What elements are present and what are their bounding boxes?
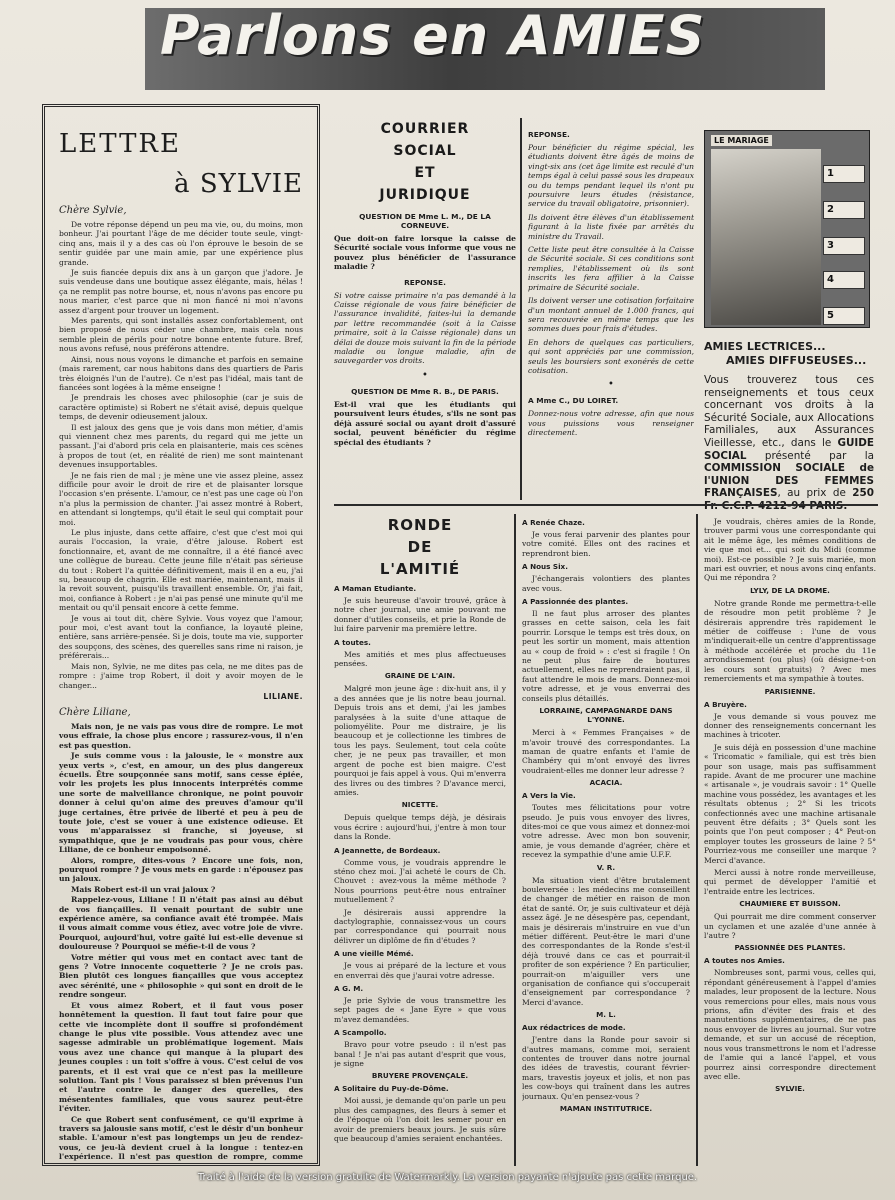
ronde-message: Je prie Sylvie de vous transmettre les sept pages de « Jane Eyre » que vous m'avez demandées. [334,996,506,1024]
courrier-title-line: ET [414,165,436,181]
commission-name: COMMISSION SOCIALE de l'UNION DES FEMMES FRANÇAISES [704,462,874,500]
reponse-paragraph: Mais non, je ne vais pas vous dire de rompre. Le mot vous effraie, la chose plus encore ; rassurez-vous, il n'en est pas question. [59,721,303,750]
reponse-2-text: Cette liste peut être consultée à la Caisse de Sécurité sociale. Si ces conditions sont remplies, l'établissement où ils sont inscrits les fera affilier à la Caisse primaire de Sécurité sociale. [528,245,694,292]
ronde-message: Toutes mes félicitations pour votre pseudo. Je puis vous envoyer des livres, dites-moi ce que vous aimez et donnez-moi votre adresse. Avec mon bon souvenir, amie, je vous demande d'agréer, chère et recevez la sympathie d'une amie U.F.F. [522,803,690,860]
ronde-message: Je suis heureuse d'avoir trouvé, grâce à notre cher journal, une amie pouvant me donner d'utiles conseils, et prie la Ronde de lui faire parvenir ma première lettre. [334,596,506,634]
ronde-signature: PARISIENNE. [764,686,816,696]
ronde-signature: CHAUMIERE ET BUISSON. [739,899,841,909]
ronde-message: Merci à « Femmes Françaises » de m'avoir trouvé des correspondantes. La maman de quatre enfants et l'amie de Chambéry qui m'ont envoyé des livres voudraient-elles me donner leur adresse ? [522,728,690,775]
question-2-text: Est-il vrai que les étudiants qui poursuivent leurs études, s'ils ne sont pas déjà assuré social ou ayant droit d'assuré social, peuvent bénéficier du régime spécial des étudiants ? [334,399,516,447]
question-1-text: Que doit-on faire lorsque la caisse de Sécurité sociale vous informe que vous ne pouvez plus bénéficier de l'assurance maladie ? [334,234,516,272]
reponse-paragraph: Et vous aimez Robert, et il faut vous poser honnêtement la question. Il faut tout faire pour que cette vie incomplète dont il souffre si profondément change le plus vite possible. Vous attendez avec une sagesse admirable un problématique logement. Mais vous avez une chance qui manque à la plupart des jeunes couples : un toit s'offre à vous. C'est celui de vos parents, et il est vrai que ce n'est pas la meilleure solution. Tant pis ! Vous paraissez si bien prévenus l'un et l'autre contre le danger des querelles, des mésententes familiales, que vous saurez peut-être l'éviter. [59,1000,303,1114]
masthead-title: Parlons en AMIES [160,4,706,67]
ronde-items-2 [522,518,690,1113]
ronde-signature: ACACIA. [589,778,623,788]
ronde-message: J'entre dans la Ronde pour savoir si d'autres mamans, comme moi, seraient contentes de trouver dans notre journal des idées de travestis, courant février-mars, travestis joyeux et jolis, et non pas les cow-boys qui traînent dans les autres journaux. Qu'en pensez-vous ? [522,1035,690,1101]
ronde-signature: LORRAINE, CAMPAGNARDE DANS L'YONNE. [539,706,673,725]
reponse-paragraph: Ce que Robert sent confusément, ce qu'il exprime à travers sa jalousie sans motif, c'est le désir d'un bonheur stable. L'amour n'est pas longtemps un jeu de rendez-vous, ce jeu-là devient cruel à la longue : tentez-en l'expérience. Il n'est pas question de rompre, comme [59,1114,303,1162]
guide-social-name: GUIDE SOCIAL [704,436,874,462]
courrier-title-line: COURRIER [380,121,470,137]
salutation-sylvie: Chère Sylvie, [59,205,127,216]
reponse-2-text: Ils doivent être élèves d'un établissement figurant à la liste fixée par arrêtés du ministre du Travail. [528,212,694,241]
ronde-message: Merci aussi à notre ronde merveilleuse, qui permet de développer l'amitié et l'entraide entre les lectrices. [704,868,876,896]
mariage-step-2: 2 [823,201,865,219]
ronde-message: Je suis déjà en possession d'une machine « Tricomatic » familiale, qui est très bien pour son usage, mais pas suffisamment rapide. Avant de me procurer une machine « artisanale », je voudrais savoir : 1° Quelle machine vous possédez, les avantages et les résultats obtenus ; 2° Si les tricots confectionnés avec une machine artisanale peuvent être défaits ; 3° Quels sont les points que l'on peut composer ; 4° Peut-on employer toutes les grosseurs de laine ? 5° Pourriez-vous me conseiller une marque ? Merci d'avance. [704,742,876,865]
lettre-paragraph: Le plus injuste, dans cette affaire, c'est que c'est moi qui aurais l'occasion, la vraie, d'être jalouse. Robert est fonctionnaire, et, avant de me connaître, il a été fiancé avec une collègue de bureau. Cette jeune fille n'était pas sérieuse du tout : Robert l'a quittée définitivement, mais il en a eu, j'ai su, beaucoup de chagrin. Elle est mariée, maintenant, mais il la revoit souvent, puisqu'ils travaillent ensemble. Or, j'ai fait, moi, confiance à Robert : je n'ai pas pensé une minute qu'il me mentait ou qu'il pensait encore à cette femme. [59,528,303,613]
ronde-signature: GRAINE DE L'AIN. [384,671,456,681]
ronde-address: A G. M. [334,984,364,993]
lettre-paragraph: Il est jaloux des gens que je vois dans mon métier, d'amis qui viennent chez mes parents, du regard qui me jette un passant. J'ai d'abord pris cela en plaisanterie, mais ces scènes à propos de tout (et, en réalité de rien) me sont maintenant devenues insupportables. [59,422,303,470]
wedding-photo [711,149,821,325]
reponse-2-text: Pour bénéficier du régime spécial, les étudiants doivent être âgés de moins de vingt-six ans (cet âge limite est reculé d'un temps égal à celui passé sous les drapeaux ou du temps pendant lequel ils n'ont pu poursuivre leurs études (résistance, service du travail obligatoire, prisonnier). [528,143,694,209]
ronde-title-line: DE [407,538,433,556]
ronde-signature: SYLVIE. [775,1084,805,1094]
ronde-address: A une vieille Mémé. [334,949,414,959]
ronde-items-3 [704,517,876,1093]
ronde-message: Je vous ai préparé de la lecture et vous en enverrai dès que j'aurai votre adresse. [334,961,506,980]
ronde-message: Je vous ferai parvenir des plantes pour votre comité. Elles ont des racines et reprendront bien. [522,530,690,558]
ronde-message: Malgré mon jeune âge : dix-huit ans, il y a des années que je lis notre beau journal. Depuis trois ans et demi, j'ai les jambes paralysées à la suite d'une attaque de poliomyélite. Pour me distraire, je lis beaucoup et je collectionne les timbres de tous les pays. Seulement, tout cela coûte cher, je ne peux pas travailler, et mon argent de poche est bien maigre. C'est pourquoi je fais appel à vous. Qui m'enverra des livres ou des timbres ? D'avance merci, amies. [334,684,506,797]
reponse-2-text: Ils doivent verser une cotisation forfaitaire d'un montant annuel de 1.000 francs, qui sera recouvrée en même temps que les sommes dues pour frais d'études. [528,296,694,334]
ronde-message: J'échangerais volontiers des plantes avec vous. [522,574,690,593]
courrier-title [334,118,516,206]
courrier-title-line: SOCIAL [393,143,457,159]
ronde-message: Moi aussi, je demande qu'on parle un peu plus des campagnes, des fleurs à semer et de l'époque où l'on doit les semer pour en avoir de premiers beaux jours. Je suis sûre que beaucoup d'amies seraient enchantées. [334,1096,506,1144]
ronde-message: Il ne faut plus arroser des plantes grasses en cette saison, cela les fait pourrir. Lorsque le temps est très doux, on peut les sortir un moment, mais attention au « coup de froid » : c'est si fragile ! On ne peut plus faire de boutures actuellement, elles ne reprendraient pas, il faut attendre le mois de mars. Donnez-moi votre adresse, et je vous enverrai des conseils plus détaillés. [522,609,690,703]
amies-heading-line2: AMIES DIFFUSEUSES... [726,354,867,367]
reponse-paragraph: Votre métier qui vous met en contact avec tant de gens ? Votre innocente coquetterie ? Je ne crois pas. Bien plutôt ces longues fiançailles que vous acceptez avec sérénité, une « philosophie » qui sont en droit de le rendre songeur. [59,952,303,1000]
mariage-illustration [704,130,870,328]
question-2-heading: QUESTION DE Mme R. B., DE PARIS. [351,386,499,396]
ronde-signature: V. R. [596,862,616,872]
salutation-liliane: Chère Liliane, [59,706,131,718]
ronde-address: A toutes. [334,637,371,647]
reponse-paragraph: Je suis comme vous : la jalousie, le « monstre aux yeux verts », c'est, en amour, un des plus dangereux écueils. Être soupçonnée sans motif, sans cesse épiée, voir les projets les plus innocents interprétés comme une sorte de malveillance chronique, ne point pouvoir donner à celui qu'on aime des preuves d'amour qu'il juge certaines, être privée de liberté et peu à peu de toute joie, c'est se vouer à une existence odieuse. Et vous m'apparaissez si franche, si joyeuse, si sympathique, que je ne voudrais pas pour vous, chère Liliane, de ce bonheur empoisonné. [59,751,303,855]
mariage-step-3: 3 [823,237,865,255]
to-mme-c-text: Donnez-nous votre adresse, afin que nous vous puissions vous renseigner directement. [528,409,694,438]
ronde-message: Nombreuses sont, parmi vous, celles qui, répondant généreusement à l'appel d'amies malades, leur proposent de la lecture. Nous vous remercions pour elles, mais nous vous prions, afin d'éviter des frais et des manutentions supplémentaires, de ne pas nous envoyer de livres au journal. Sur votre demande, et sur un accusé de réception, nous vous transmettrons le nom et l'adresse de l'amie qui a lancé l'appel, et vous pourrez ainsi correspondre directement avec elle. [704,968,876,1081]
courrier-title-line: JURIDIQUE [379,187,471,203]
reponse-paragraph: Rappelez-vous, Liliane ! Il n'était pas ainsi au début de vos fiançailles. Il venait pourtant de subir une expérience amère, sa confiance avait été trompée. Mais il vous aimait comme vous étiez, avec votre joie de vivre. Pourquoi, aujourd'hui, votre gaîté lui est-elle devenue si douloureuse ? Pourquoi se méfie-t-il de vous ? [59,895,303,952]
column-rule [514,514,516,1166]
amies-heading-line1: AMIES LECTRICES... [704,340,826,353]
mariage-step-4: 4 [823,271,865,289]
ronde-title-line: L'AMITIÉ [379,560,461,578]
ronde-address: Aux rédactrices de mode. [522,1023,626,1033]
ronde-message: Je désirerais aussi apprendre la dactylographie, connaissez-vous un cours par correspondance qui pourrait nous délivrer un diplôme de fin d'études ? [334,907,506,945]
column-rule [696,514,698,1166]
amies-text-mid: présenté par la [746,449,874,462]
ronde-message: Je vous demande si vous pouvez me donner des renseignements concernant les machines à tricoter. [704,711,876,740]
ronde-message: Bravo pour votre pseudo : il n'est pas banal ! Je n'ai pas autant d'esprit que vous, je signe [334,1040,506,1069]
lettre-paragraph: Mes parents, qui sont installés assez confortablement, ont bien proposé de nous céder une chambre, mais cela nous semble plein de périls pour notre bonne entente future. Bref, nous avons refusé, nous préférons attendre. [59,316,303,354]
ronde-signature: MAMAN INSTITUTRICE. [559,1104,653,1114]
ronde-column-3 [704,514,876,1166]
ronde-column-1 [334,514,506,1166]
reponse-2-label: REPONSE. [528,130,570,139]
ronde-message: Qui pourrait me dire comment conserver un cyclamen et une azalée d'une année à l'autre ? [704,912,876,941]
ronde-signature: PASSIONNÉE DES PLANTES. [734,943,846,953]
reponse-1-label: REPONSE. [404,277,446,287]
ronde-title-line: RONDE [387,516,453,534]
to-mme-c-heading: A Mme C., DU LOIRET. [528,396,619,406]
ronde-signature: LYLY, DE LA DROME. [750,585,830,595]
lettre-paragraph: Mais non, Sylvie, ne me dites pas cela, ne me dites pas de rompre : j'aime trop Robert, il doit y avoir moyen de le changer... [59,661,303,690]
amies-text-intro: Vous trouverez tous ces renseignements et tous ceux concernant vos droits à la Sécurité Sociale, aux Allocations Familiales, aux Assurances Vieillesse, etc., dans le [704,374,874,449]
lettre-title-line2: à SYLVIE [174,169,303,199]
ronde-address: A Passionnée des plantes. [522,597,629,607]
ronde-address: A Solitaire du Puy-de-Dôme. [334,1084,449,1094]
courrier-column-1 [334,118,516,500]
ronde-items-1 [334,584,506,1143]
amies-text [704,374,874,513]
lettre-body [59,220,303,690]
ronde-message: Notre grande Ronde me permettra-t-elle de résoudre mon petit problème ? Je désirerais apprendre très rapidement le métier de coiffeuse : l'une de vous m'indiquerait-elle un centre d'apprentissage à méthode accélérée et proche du 11e arrondissement (ou plus) (où désigne-t-on les cours sont gratuits) ? Avec mes remerciements et ma sympathie à toutes. [704,598,876,684]
lettre-paragraph: De votre réponse dépend un peu ma vie, ou, du moins, mon bonheur. J'ai pourtant l'âge de me décider toute seule, vingt-cinq ans, mais il y a des cas où l'on éprouve le besoin de se sentir guidée par une main amie, par une expérience plus grande. [59,220,303,267]
lettre-paragraph: Je suis fiancée depuis dix ans à un garçon que j'adore. Je suis vendeuse dans une boutique assez élégante, mais, hélas ! ça ne remplit pas notre bourse, et, nous n'avons pas encore pu nous marier, c'est parce que ni mon fiancé ni moi n'avons assez d'argent pour trouver un logement. [59,268,303,315]
amies-text-post: , au prix de [777,487,853,500]
section-rule [334,504,878,506]
lettre-paragraph: Je vous ai tout dit, chère Sylvie. Vous voyez que l'amour, pour moi, c'est avant tout la confiance, la loyauté pleine, entière, sans arrière-pensée. Si je dois, toute ma vie, supporter des soupçons, des scènes, des querelles sans rime ni raison, je préférerais... [59,613,303,661]
ronde-signature: NICETTE. [401,800,439,810]
reponse-body [59,722,303,1166]
ronde-message: Mes amitiés et mes plus affectueuses pensées. [334,649,506,669]
column-rule [520,118,522,500]
reponse-paragraph: Mais Robert est-il un vrai jaloux ? [71,884,216,894]
lettre-paragraph: Je ne fais rien de mal ; je mène une vie assez pleine, assez difficile pour avoir le droit de rire et de plaisanter lorsque l'occasion s'en présente. L'amour, ce n'est pas une cage où l'on n'a plus la permission de chanter. J'ai assez montré à Robert, en attendant si longtemps, qu'il était le seul qui comptait pour moi. [59,470,303,527]
watermark-notice: Traité à l'aide de la version gratuite de Watermarkly. La version payante n'ajoute pas cette marque. [197,1172,698,1183]
separator-dot: • [422,369,428,381]
ronde-message: Comme vous, je voudrais apprendre le sténo chez moi. J'ai acheté le cours de Ch. Chouvet : avez-vous la même méthode ? Nous pourrions peut-être nous entraîner mutuellement ? [334,857,506,905]
ronde-address: A Maman Etudiante. [334,584,417,593]
amies-heading [704,340,874,368]
lettre-a-sylvie-box [42,104,320,1166]
ronde-address: A Jeannette, de Bordeaux. [334,845,441,855]
ronde-address: A Renée Chaze. [522,518,585,527]
ronde-column-2 [522,514,690,1166]
ronde-message: Je voudrais, chères amies de la Ronde, trouver parmi vous une correspondante qui ait le même âge, les mêmes conditions de vie que moi et... qui soit du Midi (comme moi). Est-ce possible ? Je suis mariée, mon mari est ouvrier, et nous avons cinq enfants. Qui me répondra ? [704,517,876,583]
mariage-step-1: 1 [823,165,865,183]
ronde-signature: M. L. [596,1010,616,1020]
lettre-title-line1: LETTRE [59,129,181,159]
reponse-2-text: En dehors de quelques cas particuliers, qui sont appréciés par une commission, seuls les boursiers sont exonérés de cette cotisation. [528,337,694,375]
signature-liliane: LILIANE. [263,691,303,701]
ronde-address: A toutes nos Amies. [704,956,785,966]
lettre-paragraph: Ainsi, nous nous voyons le dimanche et parfois en semaine (mais rarement, car nous habitons dans des quartiers de Paris très éloignés l'un de l'autre). Ce n'est pas l'idéal, mais tant de fiancées sont logées à la même enseigne ! [59,354,303,392]
reponse-paragraph: Alors, rompre, dites-vous ? Encore une fois, non, pourquoi rompre ? Je vous mets en garde : n'épousez pas un jaloux. [59,855,303,884]
lettre-paragraph: Je prendrais les choses avec philosophie (car je suis de caractère optimiste) si Robert ne s'était avisé, depuis quelque temps, de devenir odieusement jaloux. [59,393,303,422]
mariage-title: LE MARIAGE [711,135,772,146]
ronde-message: Depuis quelque temps déjà, je désirais vous écrire : aujourd'hui, j'entre à mon tour dans la Ronde. [334,813,506,842]
separator-dot: • [608,379,614,391]
ronde-address: A Bruyère. [704,699,747,709]
price-ccp: 250 [852,487,874,500]
ronde-title [334,514,506,580]
ronde-signature: BRUYERE PROVENÇALE. [371,1071,469,1081]
reponse-1-text: Si votre caisse primaire n'a pas demandé à la Caisse régionale de vous faire bénéficier de l'assurance invalidité, faites-lui la demande par lettre recommandée (soit à la Caisse primaire, soit à la Caisse régionale) dans un délai de douze mois suivant la fin de la période maladie ou longue maladie, afin de sauvegarder vos droits. [334,290,516,366]
ronde-address: A Scampollo. [334,1028,387,1038]
ronde-message: Ma situation vient d'être brutalement bouleversée : les médecins me conseillent de changer de métier en raison de mon état de santé. Or, je suis cultivateur et déjà assez âgé. Je ne désespère pas, cependant, mais je désirerais m'instruire en vue d'un métier différent. Peut-être le mari d'une des correspondantes de la Ronde s'est-il déjà trouvé dans ce cas et pourrait-il profiter de son expérience ? En particulier, pourrait-on m'aiguiller vers une organisation de confiance qui s'occuperait d'enseignement par correspondance ? Merci d'avance. [522,875,690,1007]
courrier-column-2 [528,124,694,500]
question-1-heading: QUESTION DE Mme L. M., DE LA CORNEUVE. [359,212,491,230]
mariage-step-5: 5 [823,307,865,325]
ronde-address: A Nous Six. [522,562,568,572]
ronde-address: A Vers la Vie. [522,791,576,801]
